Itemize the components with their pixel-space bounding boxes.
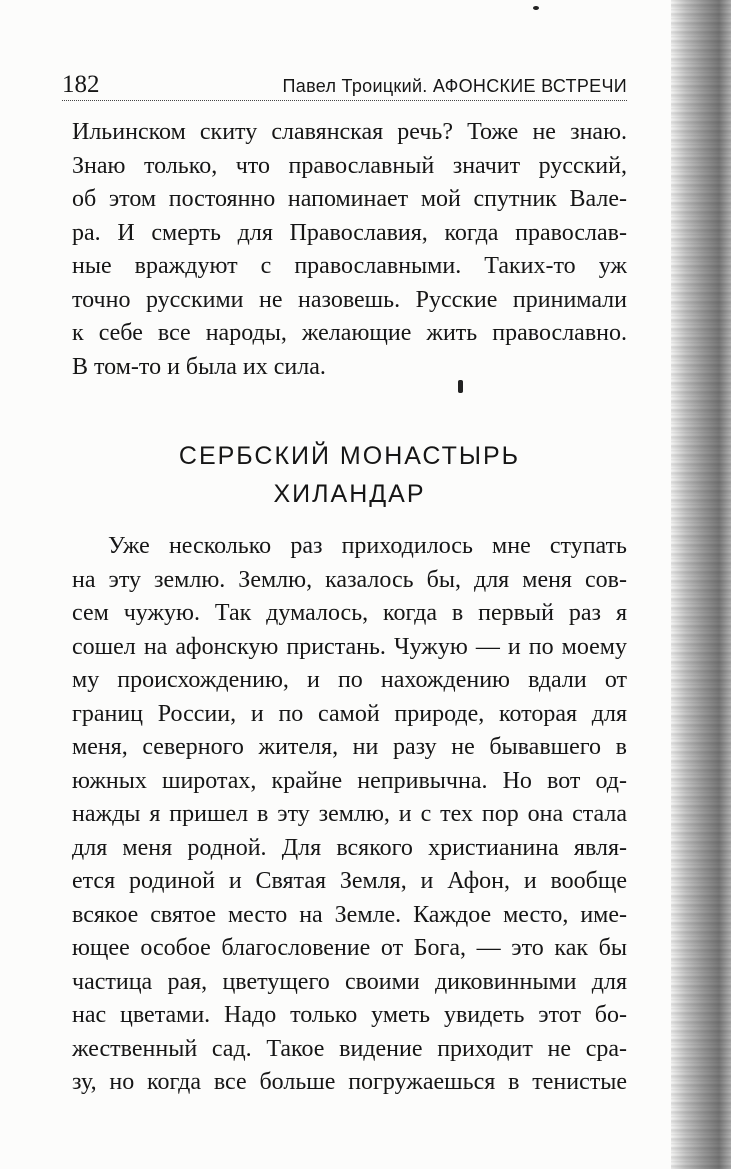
page-number: 182: [62, 71, 100, 98]
text-line: южных широтах, крайне непривычна. Но вот од-: [72, 767, 627, 794]
paragraph-continued: [72, 116, 627, 384]
scan-binding-edge: [671, 0, 731, 1169]
running-head: Павел Троицкий. АФОНСКИЕ ВСТРЕЧИ: [282, 76, 627, 96]
text-line: для меня родной. Для всякого христианина явля-: [72, 834, 627, 861]
chapter-paragraph: [72, 530, 627, 1100]
text-line: ра. И смерть для Православия, когда православ-: [72, 219, 627, 246]
text-line: к себе все народы, желающие жить православно.: [72, 320, 627, 346]
text-line: жественный сад. Такое видение приходит не сра-: [72, 1035, 627, 1062]
text-line: нажды я пришел в эту землю, и с тех пор она стала: [72, 801, 627, 827]
text-line: Уже несколько раз приходилось мне ступать: [108, 533, 627, 559]
chapter-title-line: ХИЛАНДАР: [273, 480, 426, 508]
text-line: об этом постоянно напоминает мой спутник Вале-: [72, 186, 627, 212]
page-header: [62, 70, 627, 100]
chapter-title: [72, 437, 627, 513]
text-line: границ России, и по самой природе, которая для: [72, 700, 627, 727]
scan-speck: [458, 380, 463, 393]
text-line: ющее особое благословение от Бога, — это как бы: [72, 935, 627, 961]
chapter-title-line: СЕРБСКИЙ МОНАСТЫРЬ: [178, 442, 521, 470]
text-line: Ильинском скиту славянская речь? Тоже не знаю.: [72, 119, 627, 145]
text-line: меня, северного жителя, ни разу не бывавшего в: [72, 734, 627, 760]
text-line: сем чужую. Так думалось, когда в первый раз я: [72, 600, 627, 626]
scan-speck: [533, 6, 539, 10]
text-line: ется родиной и Святая Земля, и Афон, и вообще: [72, 868, 627, 894]
text-line: ные враждуют с православными. Таких-то уж: [72, 253, 627, 279]
text-line: точно русскими не назовешь. Русские принимали: [72, 286, 627, 313]
text-line: зу, но когда все больше погружаешься в тенистые: [72, 1069, 627, 1095]
text-line: му происхождению, и по нахождению вдали от: [72, 667, 627, 693]
text-line: сошел на афонскую пристань. Чужую — и по моему: [72, 633, 627, 660]
text-line: нас цветами. Надо только уметь увидеть этот бо-: [72, 1002, 627, 1028]
text-line: Знаю только, что православный значит русский,: [72, 152, 627, 179]
text-line: частица рая, цветущего своими диковинными для: [72, 968, 627, 995]
text-line: на эту землю. Землю, казалось бы, для меня сов-: [72, 566, 627, 593]
text-line: В том-то и была их сила.: [72, 353, 326, 380]
header-rule: [62, 100, 627, 101]
text-line: всякое святое место на Земле. Каждое место, име-: [72, 901, 627, 928]
